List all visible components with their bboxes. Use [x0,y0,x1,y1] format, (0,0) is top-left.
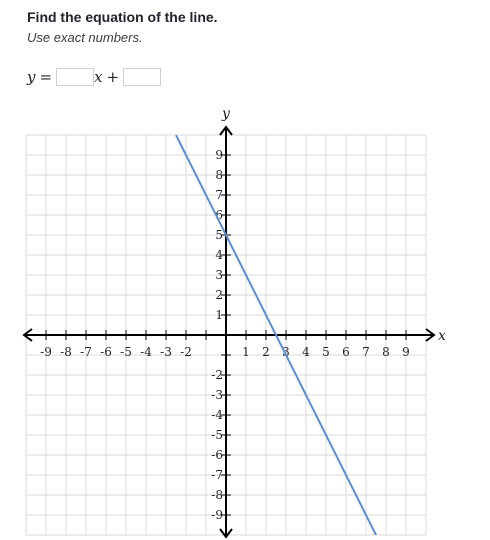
equation-lhs: y [27,68,36,86]
question-hint: Use exact numbers. [27,30,143,45]
y-tick-label: 5 [215,228,223,242]
y-tick-label: -4 [211,408,223,422]
question-prompt [27,8,218,46]
x-tick-label: -5 [120,345,132,359]
x-tick-label: -4 [140,345,152,359]
x-tick-label: 1 [242,345,250,359]
x-tick-label: 3 [282,345,290,359]
y-tick-label: 3 [215,268,223,282]
x-tick-label: -7 [80,345,92,359]
x-axis-label: x [438,328,446,344]
y-tick-label: -3 [211,388,223,402]
x-tick-label: 7 [362,345,370,359]
y-tick-label: -2 [211,368,223,382]
question-text: Find the equation of the line. [27,9,218,25]
x-tick-label: 5 [322,345,330,359]
x-tick-label: -8 [60,345,72,359]
x-tick-label: 8 [382,345,390,359]
intercept-input[interactable] [123,68,161,86]
x-tick-label: 6 [342,345,350,359]
plus-sign: + [106,68,120,86]
y-axis-label: y [222,106,230,122]
y-tick-label: 9 [215,148,223,162]
graph-svg [0,100,490,540]
slope-input[interactable] [56,68,94,86]
y-tick-label: -9 [211,508,223,522]
x-tick-label: -6 [100,345,112,359]
x-tick-label: -3 [160,345,172,359]
y-tick-label: -6 [211,448,223,462]
coordinate-graph [0,100,490,540]
x-tick-label: -2 [180,345,192,359]
y-tick-label: 4 [215,248,223,262]
x-tick-label: -9 [40,345,52,359]
y-tick-label: -8 [211,488,223,502]
x-tick-label: 9 [402,345,410,359]
x-tick-label: 4 [302,345,310,359]
y-tick-label: -7 [211,468,223,482]
equation-variable: x [94,68,103,86]
equation-answer-row [27,66,161,88]
y-tick-label: 7 [215,188,223,202]
y-tick-label: 6 [215,208,223,222]
y-tick-label: 2 [215,288,223,302]
x-tick-label: 2 [262,345,270,359]
y-tick-label: 8 [215,168,223,182]
equals-sign: = [39,68,53,86]
y-tick-label: 1 [215,308,223,322]
y-tick-label: -5 [211,428,223,442]
